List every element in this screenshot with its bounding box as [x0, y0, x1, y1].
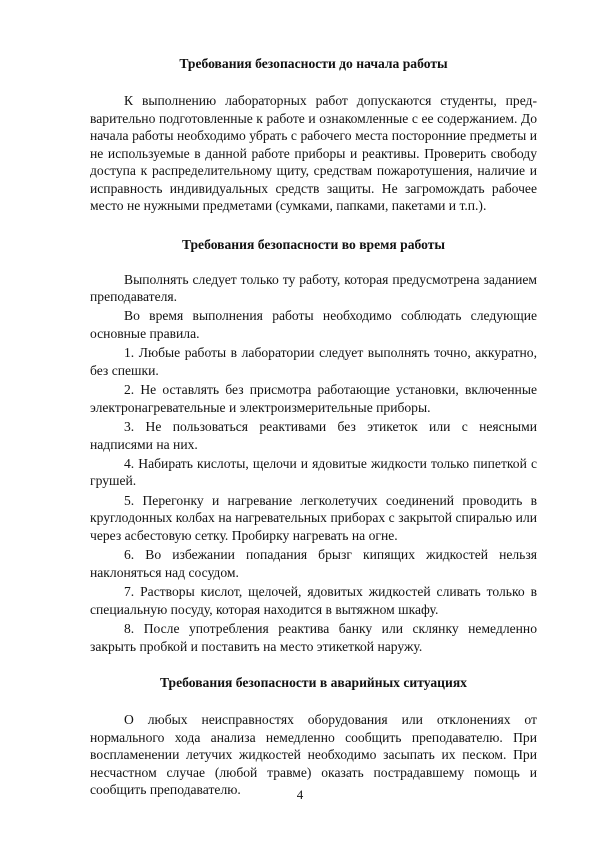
section-emergency — [90, 674, 537, 799]
paragraph: О любых неисправностях оборудования или отклонениях от нормального хода анализа немедленно сообщить преподавателю. При воспламенении летучих жидкостей необходимо засыпать их песком. При несчастном случае (любой травме) оказать пострадавшему помощь и сообщить преподавателю. — [90, 712, 537, 798]
paragraph: Во время выполнения работы необходимо соблюдать следующие основные правила. — [90, 308, 537, 341]
paragraph: К выполнению лабораторных работ допускаются студенты, предварительно подготовленные к работе и ознакомленные с ее содержанием. До начала работы необходимо убрать с рабочего места посторонние предметы и не используемые в данной работе приборы и реактивы. Проверить свободу доступа к распределительному щиту, средствам пожаротушения, наличие и исправность индивидуальных средств защиты. Не загромождать рабочее место не нужными предметами (сумками, папками, пакетами и т.п.). — [90, 93, 537, 213]
rule-item: 8. После употребления реактива банку или склянку немедленно закрыть пробкой и поставить на место этикеткой наружу. — [90, 621, 537, 654]
paragraph: Выполнять следует только ту работу, которая предусмотрена заданием преподавателя. — [90, 271, 537, 304]
section-before-work — [90, 55, 537, 215]
section-during-work — [90, 236, 537, 656]
rule-item: 4. Набирать кислоты, щелочи и ядовитые жидкости только пипеткой с грушей. — [90, 455, 537, 489]
rule-item: 6. Во избежании попадания брызг кипящих жидкостей нельзя наклоняться над сосудом. — [90, 547, 537, 580]
section-heading: Требования безопасности в аварийных ситуациях — [160, 675, 467, 691]
section-heading: Требования безопасности во время работы — [181, 236, 446, 252]
rule-item: 2. Не оставлять без присмотра работающие установки, включенные электронагревательные и электроизмерительные приборы. — [90, 382, 537, 415]
section-heading: Требования безопасности до начала работы — [179, 56, 448, 71]
page-number: 4 — [296, 787, 304, 802]
rule-item: 5. Перегонку и нагревание легколетучих соединений проводить в круглодонных колбах на нагревательных приборах с закрытой спиралью или через асбестовую сетку. Пробирку нагревать на огне. — [90, 492, 537, 543]
rule-item: 3. Не пользоваться реактивами без этикеток или с неясными надписями на них. — [90, 419, 537, 452]
rule-item: 7. Растворы кислот, щелочей, ядовитых жидкостей сливать только в специальную посуду, которая находится в вытяжном шкафу. — [90, 584, 537, 617]
rule-item: 1. Любые работы в лаборатории следует выполнять точно, аккуратно, без спешки. — [90, 345, 537, 378]
document-page — [90, 55, 537, 799]
